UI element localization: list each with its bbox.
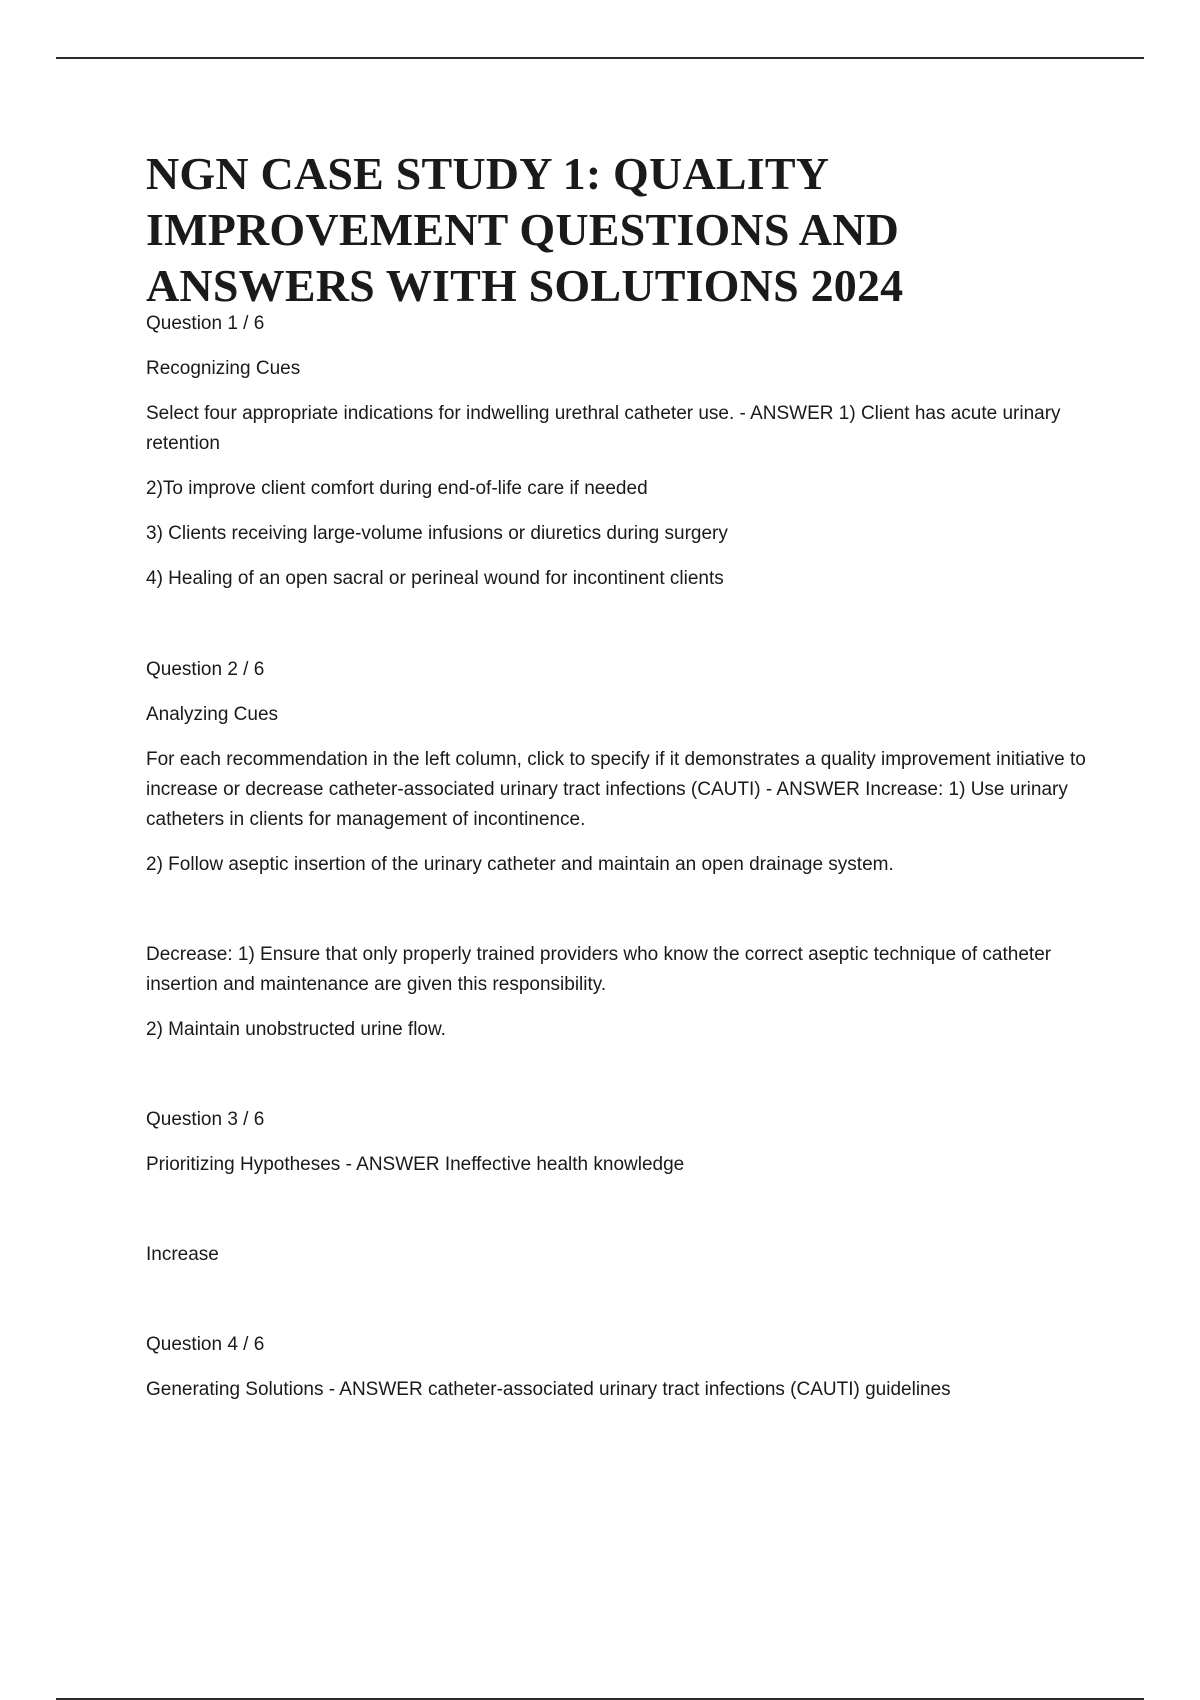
question-2-decrease-2: 2) Maintain unobstructed urine flow. [146, 1019, 446, 1040]
question-2-section [146, 655, 1096, 1045]
title-line-1: NGN CASE STUDY 1: QUALITY [146, 148, 830, 199]
question-3-extra: Increase [146, 1244, 219, 1265]
top-rule [56, 57, 1144, 59]
question-1-category: Recognizing Cues [146, 358, 301, 379]
question-4-section [146, 1330, 1096, 1405]
question-2-prompt: For each recommendation in the left column, click to specify if it demonstrates a quality improvement initiative to increase or decrease catheter-associated urinary tract infections (CAUTI) - ANSWER Increase: 1) Use urinary catheters in clients for management of incontinence. [146, 749, 1086, 830]
question-2-decrease-1: Decrease: 1) Ensure that only properly trained providers who know the correct aseptic technique of catheter insertion and maintenance are given this responsibility. [146, 944, 1052, 995]
question-1-answer-4: 4) Healing of an open sacral or perineal wound for incontinent clients [146, 568, 724, 589]
question-1-prompt: Select four appropriate indications for indwelling urethral catheter use. - ANSWER 1) Client has acute urinary retention [146, 403, 1061, 454]
question-1-label: Question 1 / 6 [146, 313, 265, 334]
question-1-answer-2: 2)To improve client comfort during end-of-life care if needed [146, 478, 648, 499]
question-2-label: Question 2 / 6 [146, 659, 265, 680]
title-line-3: ANSWERS WITH SOLUTIONS 2024 [146, 260, 904, 311]
question-2-category: Analyzing Cues [146, 704, 279, 725]
question-3-section [146, 1105, 1096, 1270]
question-1-answer-3: 3) Clients receiving large-volume infusions or diuretics during surgery [146, 523, 728, 544]
question-3-label: Question 3 / 6 [146, 1109, 265, 1130]
question-3-answer: Prioritizing Hypotheses - ANSWER Ineffective health knowledge [146, 1154, 685, 1175]
question-4-answer: Generating Solutions - ANSWER catheter-associated urinary tract infections (CAUTI) guidelines [146, 1379, 951, 1400]
title-line-2: IMPROVEMENT QUESTIONS AND [146, 204, 900, 255]
question-1-section [146, 309, 1096, 594]
document-title [146, 146, 1096, 314]
document-body [146, 146, 1096, 1420]
question-2-increase-2: 2) Follow aseptic insertion of the urinary catheter and maintain an open drainage system. [146, 854, 894, 875]
question-4-label: Question 4 / 6 [146, 1334, 265, 1355]
